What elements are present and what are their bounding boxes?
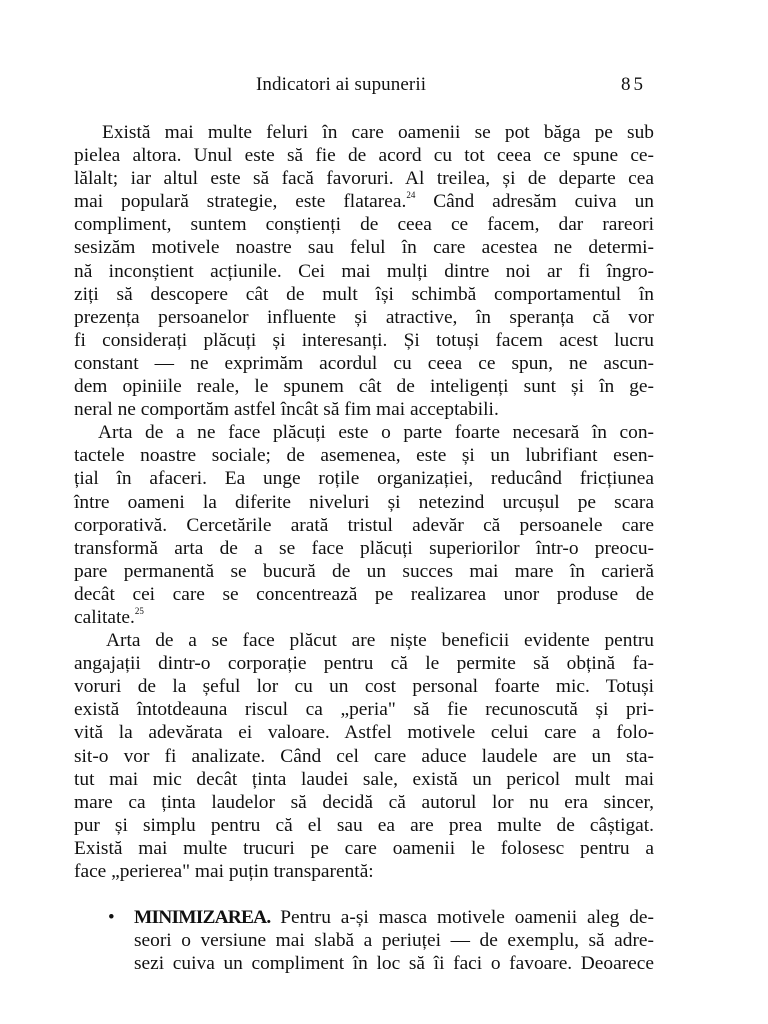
running-title: Indicatori ai supunerii — [256, 74, 427, 95]
paragraph-2-line-8: decât cei care se concentrează pe realizarea unor produse de — [74, 583, 654, 605]
paragraph-1-line-4-text: mai populară strategie, este flatarea. — [74, 191, 407, 213]
paragraph-1-line-4-tail: Când adresăm cuiva un — [415, 191, 654, 213]
paragraph-2-line-9-text: calitate. — [74, 606, 135, 628]
paragraph-3-line-2: angajații dintr-o corporație pentru că le permite să obțină fa- — [74, 653, 654, 675]
paragraph-1-line-7: nă inconștient acțiunile. Cei mai mulți dintre noi ar fi îngro- — [74, 260, 654, 282]
bullet-icon: • — [108, 907, 115, 929]
paragraph-1-line-11: constant — ne exprimăm acordul cu ceea ce spun, ne ascun- — [74, 352, 654, 374]
paragraph-3-line-4: există întotdeauna riscul ca „peria" să fie recunoscută și pri- — [74, 699, 654, 721]
paragraph-3-line-8: mare ca ținta laudelor să decidă că autorul lor nu era sincer, — [74, 791, 654, 813]
bullet-line-3: sezi cuiva un compliment în loc să îi faci o favoare. Deoarece — [134, 953, 654, 975]
paragraph-2-line-2: tactele noastre sociale; de asemenea, este și un lubrifiant esen- — [74, 445, 654, 467]
paragraph-2-line-3: țial în afaceri. Ea unge roțile organizației, reducând fricțiunea — [74, 468, 654, 490]
paragraph-3-line-9: pur și simplu pentru că el sau ea are prea multe de câștigat. — [74, 814, 654, 836]
paragraph-1-line-2: pielea altora. Unul este să fie de acord cu tot ceea ce spune ce- — [74, 145, 654, 167]
bullet-title: MINIMIZAREA. — [134, 907, 271, 929]
paragraph-1-line-13: neral ne comportăm astfel încât să fim mai acceptabili. — [74, 399, 499, 421]
paragraph-3-line-5: vită la adevărata ei valoare. Astfel motivele celui care a folo- — [74, 722, 654, 744]
paragraph-3-line-7: tut mai mic decât ținta laudei sale, există un pericol mult mai — [74, 768, 654, 790]
footnote-marker-25: 25 — [134, 605, 144, 616]
paragraph-1-line-1: Există mai multe feluri în care oamenii se pot băga pe sub — [102, 122, 654, 143]
paragraph-2-line-1: Arta de a ne face plăcuți este o parte foarte necesară în con- — [98, 422, 654, 444]
paragraph-2-line-5: corporativă. Cercetările arată tristul adevăr că persoanele care — [74, 514, 654, 536]
page-number: 85 — [621, 74, 646, 95]
paragraph-1-line-12: dem opiniile reale, le spunem cât de inteligenți sunt și în ge- — [74, 376, 654, 398]
bullet-item-minimizarea — [74, 906, 654, 975]
paragraph-3-line-1: Arta de a se face plăcut are niște beneficii evidente pentru — [106, 630, 654, 652]
paragraph-2-line-6: transformă arta de a se face plăcuți superiorilor într-o preocu- — [74, 537, 654, 559]
paragraph-2-line-7: pare permanentă se bucură de un succes mai mare în carieră — [74, 560, 654, 582]
bullet-line-1 — [134, 906, 654, 929]
paragraph-2-line-9 — [74, 606, 654, 629]
paragraph-spacer — [74, 883, 654, 906]
paragraph-1-line-5: compliment, suntem conștienți de ceea ce facem, dar rareori — [74, 214, 654, 236]
paragraph-3-line-3: voruri de la șeful lor cu un cost personal foarte mic. Totuși — [74, 676, 654, 698]
paragraph-1-line-3: lălalt; iar altul este să facă favoruri. Al treilea, și de departe cea — [74, 168, 654, 190]
bullet-line-2: seori o versiune mai slabă a periuței — de exemplu, să adre- — [134, 930, 654, 952]
paragraph-2-line-4: între oameni la diferite niveluri și netezind urcușul pe scara — [74, 491, 654, 513]
paragraph-3-line-6: sit-o vor fi analizate. Când cel care aduce laudele are un sta- — [74, 745, 654, 767]
paragraph-3-line-10: Există mai multe trucuri pe care oamenii le folosesc pentru a — [74, 837, 654, 859]
paragraph-1-line-9: prezența persoanelor influente și atractive, în speranța că vor — [74, 306, 654, 328]
paragraph-1-line-10: fi considerați plăcuți și interesanți. Și totuși facem acest lucru — [74, 329, 654, 351]
body-text — [74, 121, 654, 975]
footnote-marker-24: 24 — [406, 190, 416, 201]
paragraph-1-line-4 — [74, 190, 654, 213]
paragraph-1-line-6: sesizăm motivele noastre sau felul în care acestea ne determi- — [74, 237, 654, 259]
bullet-line-1-text: Pentru a-și masca motivele oamenii aleg de- — [270, 907, 654, 929]
paragraph-3-line-11: face „perierea" mai puțin transparentă: — [74, 861, 374, 882]
paragraph-1-line-8: ziți să descopere cât de mult își schimbă comportamentul în — [74, 283, 654, 305]
